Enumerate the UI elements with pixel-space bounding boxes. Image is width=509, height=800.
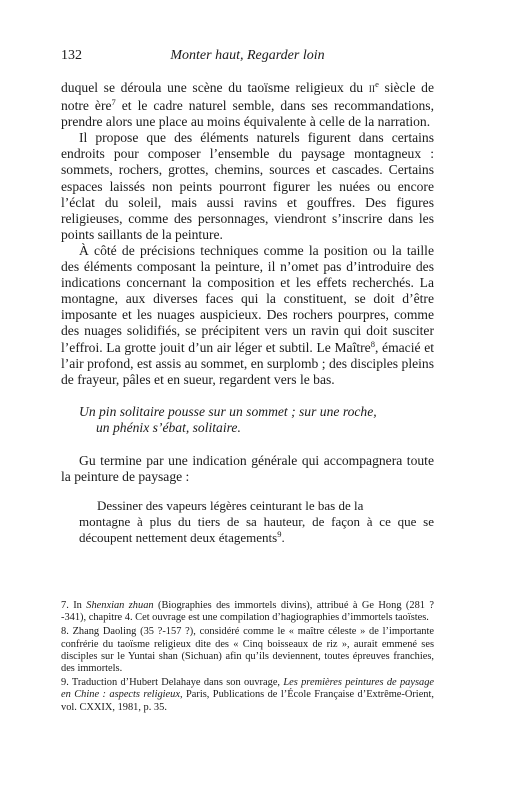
running-title: Monter haut, Regarder loin (170, 48, 325, 63)
footnote-title: Les premières peintures de paysage en Chine : aspects religieux, (61, 677, 434, 701)
poem-line-1: Un pin solitaire pousse sur un sommet ; sur une roche, (79, 403, 377, 419)
paragraph-1 (61, 80, 434, 130)
poem-line-2: un phénix s’ébat, solitaire. (96, 419, 241, 435)
footnote-ref-8[interactable]: 8 (370, 338, 375, 349)
paragraph-3-text-b: , émacié et l’air profond, est assis au sommet, en surplomb ; des disciples pleins de frayeur, pâles et en sueur, regardent vers le bas. (61, 339, 434, 387)
paragraph-3 (61, 243, 434, 388)
footnote-number: 7. (61, 600, 69, 611)
footnote-ref-9[interactable]: 9 (277, 529, 282, 540)
footnote-number: 9. (61, 677, 69, 689)
paragraph-2: Il propose que des éléments naturels figurent dans certains endroits pour composer l’ensemble du paysage montagneux : sommets, rochers, grottes, chemins, sources et cascades. Certains espaces laissés non peints pourront figurer les nuées ou encore l’éclat du soleil, mais aussi ravins et gouffres. Des figures religieuses, comme des personnages, viendront s’inscrire dans les points saillants de la peinture. (61, 130, 434, 242)
footnote-text: Traduction d’Hubert Delahaye dans son ouvrage, (68, 677, 284, 689)
page-header (61, 48, 434, 66)
body-text (61, 80, 434, 546)
quote-text-rest: montagne à plus du tiers de sa hauteur, de façon à ce que se découpent nettement deux étagements (79, 514, 434, 546)
paragraph-3-text-a: À côté de précisions techniques comme la position ou la taille des éléments composant la peinture, il n’omet pas d’introduire des indications concernant la composition et les effets recherchés. La montagne, aux diverses faces qui la constituent, se doit d’être imposante et les nuages auspicieux. Des rochers pourpres, comme des nuages solidifiés, se précipitent vers un ravin qui doit susciter l’effroi. La grotte jouit d’un air léger et subtil. Le Maître (61, 242, 434, 355)
footnote-text: Zhang Daoling (35 ?-157 ?), considéré comme le « maître céleste » de l’importante confrérie du taoïsme religieux dite des « Cinq boisseaux de riz », aurait emmené ses disciples sur le Yuntai shan (Sichuan) afin qu’ils deviennent, toutes épreuves franchies, des immortels. (61, 626, 434, 675)
footnote-text: (Biographies des immortels divins), attribué à Ge Hong (281 ?-341), chapitre 4. Cet ouvrage est une compilation d’hagiographies d’immortels taoïstes. (61, 600, 434, 624)
footnote-title: Shenxian zhuan (86, 600, 154, 611)
paragraph-4: Gu termine par une indication générale qui accompagnera toute la peinture de paysage : (61, 452, 434, 485)
footnote-text: Paris, Publications de l’École Française d’Extrême-Orient, vol. CXXIX, 1981, p. 35. (61, 689, 434, 713)
footnote-number: 8. (61, 626, 69, 638)
century-numeral: II (368, 85, 376, 95)
footnote-7 (61, 600, 434, 624)
century-suffix: e (375, 79, 379, 89)
quote-end: . (281, 530, 285, 546)
page-number: 132 (61, 48, 82, 63)
footnote-text: In (68, 600, 87, 611)
footnote-9 (61, 677, 434, 714)
quote-line-1: Dessiner des vapeurs légères ceinturant le bas de la (97, 498, 364, 514)
poem-quotation (79, 404, 434, 436)
footnotes (61, 600, 434, 716)
paragraph-1-text-b: siècle de notre ère (61, 80, 434, 114)
paragraph-1-text-c: et le cadre naturel semble, dans ses recommandations, prendre alors une place au moins équivalente à celle de la narration. (61, 98, 434, 130)
block-quotation (79, 498, 434, 546)
footnote-ref-7[interactable]: 7 (111, 97, 116, 108)
footnote-8 (61, 626, 434, 675)
paragraph-1-text-a: duquel se déroula une scène du taoïsme religieux du (61, 80, 369, 95)
